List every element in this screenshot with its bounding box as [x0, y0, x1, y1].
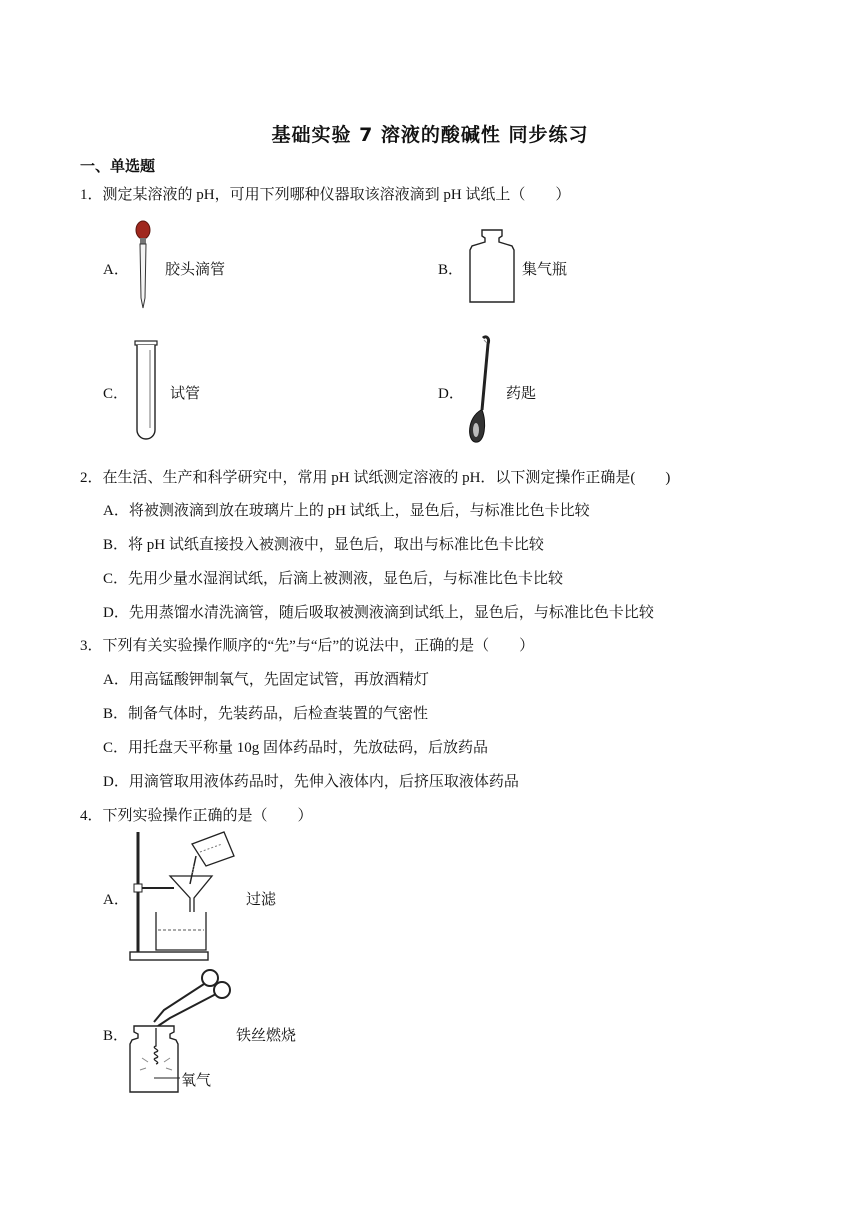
- q1-option-a-caption: 胶头滴管: [165, 262, 226, 278]
- q4-option-b-caption: 铁丝燃烧: [236, 1028, 297, 1044]
- question-2-stem: 2．在生活、生产和科学研究中，常用 pH 试纸测定溶液的 pH．以下测定操作正确是( ): [80, 470, 671, 486]
- q4-option-b-letter: B．: [103, 1028, 129, 1044]
- q1-option-c-letter: C．: [103, 386, 129, 402]
- q2-option-b: B．将 pH 试纸直接投入被测液中，显色后，取出与标准比色卡比较: [103, 537, 544, 553]
- test-tube-icon: [133, 340, 159, 442]
- filtration-apparatus-icon: [126, 826, 238, 964]
- dropper-icon: [130, 218, 156, 310]
- q3-option-a: A．用高锰酸钾制氧气，先固定试管，再放酒精灯: [103, 672, 429, 688]
- spatula-icon: [463, 334, 495, 446]
- q2-option-d: D．先用蒸馏水清洗滴管，随后吸取被测液滴到试纸上，显色后，与标准比色卡比较: [103, 605, 654, 621]
- q4-option-a-caption: 过滤: [246, 892, 277, 908]
- q2-option-c: C．先用少量水湿润试纸，后滴上被测液，显色后，与标准比色卡比较: [103, 571, 564, 587]
- question-1-stem: 1．测定某溶液的 pH，可用下列哪种仪器取该溶液滴到 pH 试纸上（ ）: [80, 187, 571, 203]
- oxygen-label: 氧气: [181, 1071, 212, 1089]
- q1-option-d-letter: D．: [438, 386, 464, 402]
- iron-wire-burning-icon: [124, 966, 234, 1098]
- q3-option-d: D．用滴管取用液体药品时，先伸入液体内，后挤压取液体药品: [103, 774, 519, 790]
- q4-option-a-letter: A．: [103, 892, 129, 908]
- q1-option-c-caption: 试管: [170, 386, 201, 402]
- question-4-stem: 4．下列实验操作正确的是（ ）: [80, 808, 313, 824]
- q1-option-d-caption: 药匙: [506, 386, 537, 402]
- question-3-stem: 3．下列有关实验操作顺序的“先”与“后”的说法中，正确的是（ ）: [80, 638, 535, 654]
- q3-option-c: C．用托盘天平称量 10g 固体药品时，先放砝码，后放药品: [103, 740, 489, 756]
- q1-option-a-letter: A．: [103, 262, 129, 278]
- q2-option-a: A．将被测液滴到放在玻璃片上的 pH 试纸上，显色后，与标准比色卡比较: [103, 503, 590, 519]
- q1-option-b-letter: B．: [438, 262, 464, 278]
- page-title: 基础实验 7 溶液的酸碱性 同步练习: [271, 124, 589, 146]
- q3-option-b: B．制备气体时，先装药品，后检查装置的气密性: [103, 706, 429, 722]
- gas-jar-icon: [468, 228, 516, 304]
- section-heading: 一、单选题: [80, 157, 156, 175]
- q1-option-b-caption: 集气瓶: [522, 262, 568, 278]
